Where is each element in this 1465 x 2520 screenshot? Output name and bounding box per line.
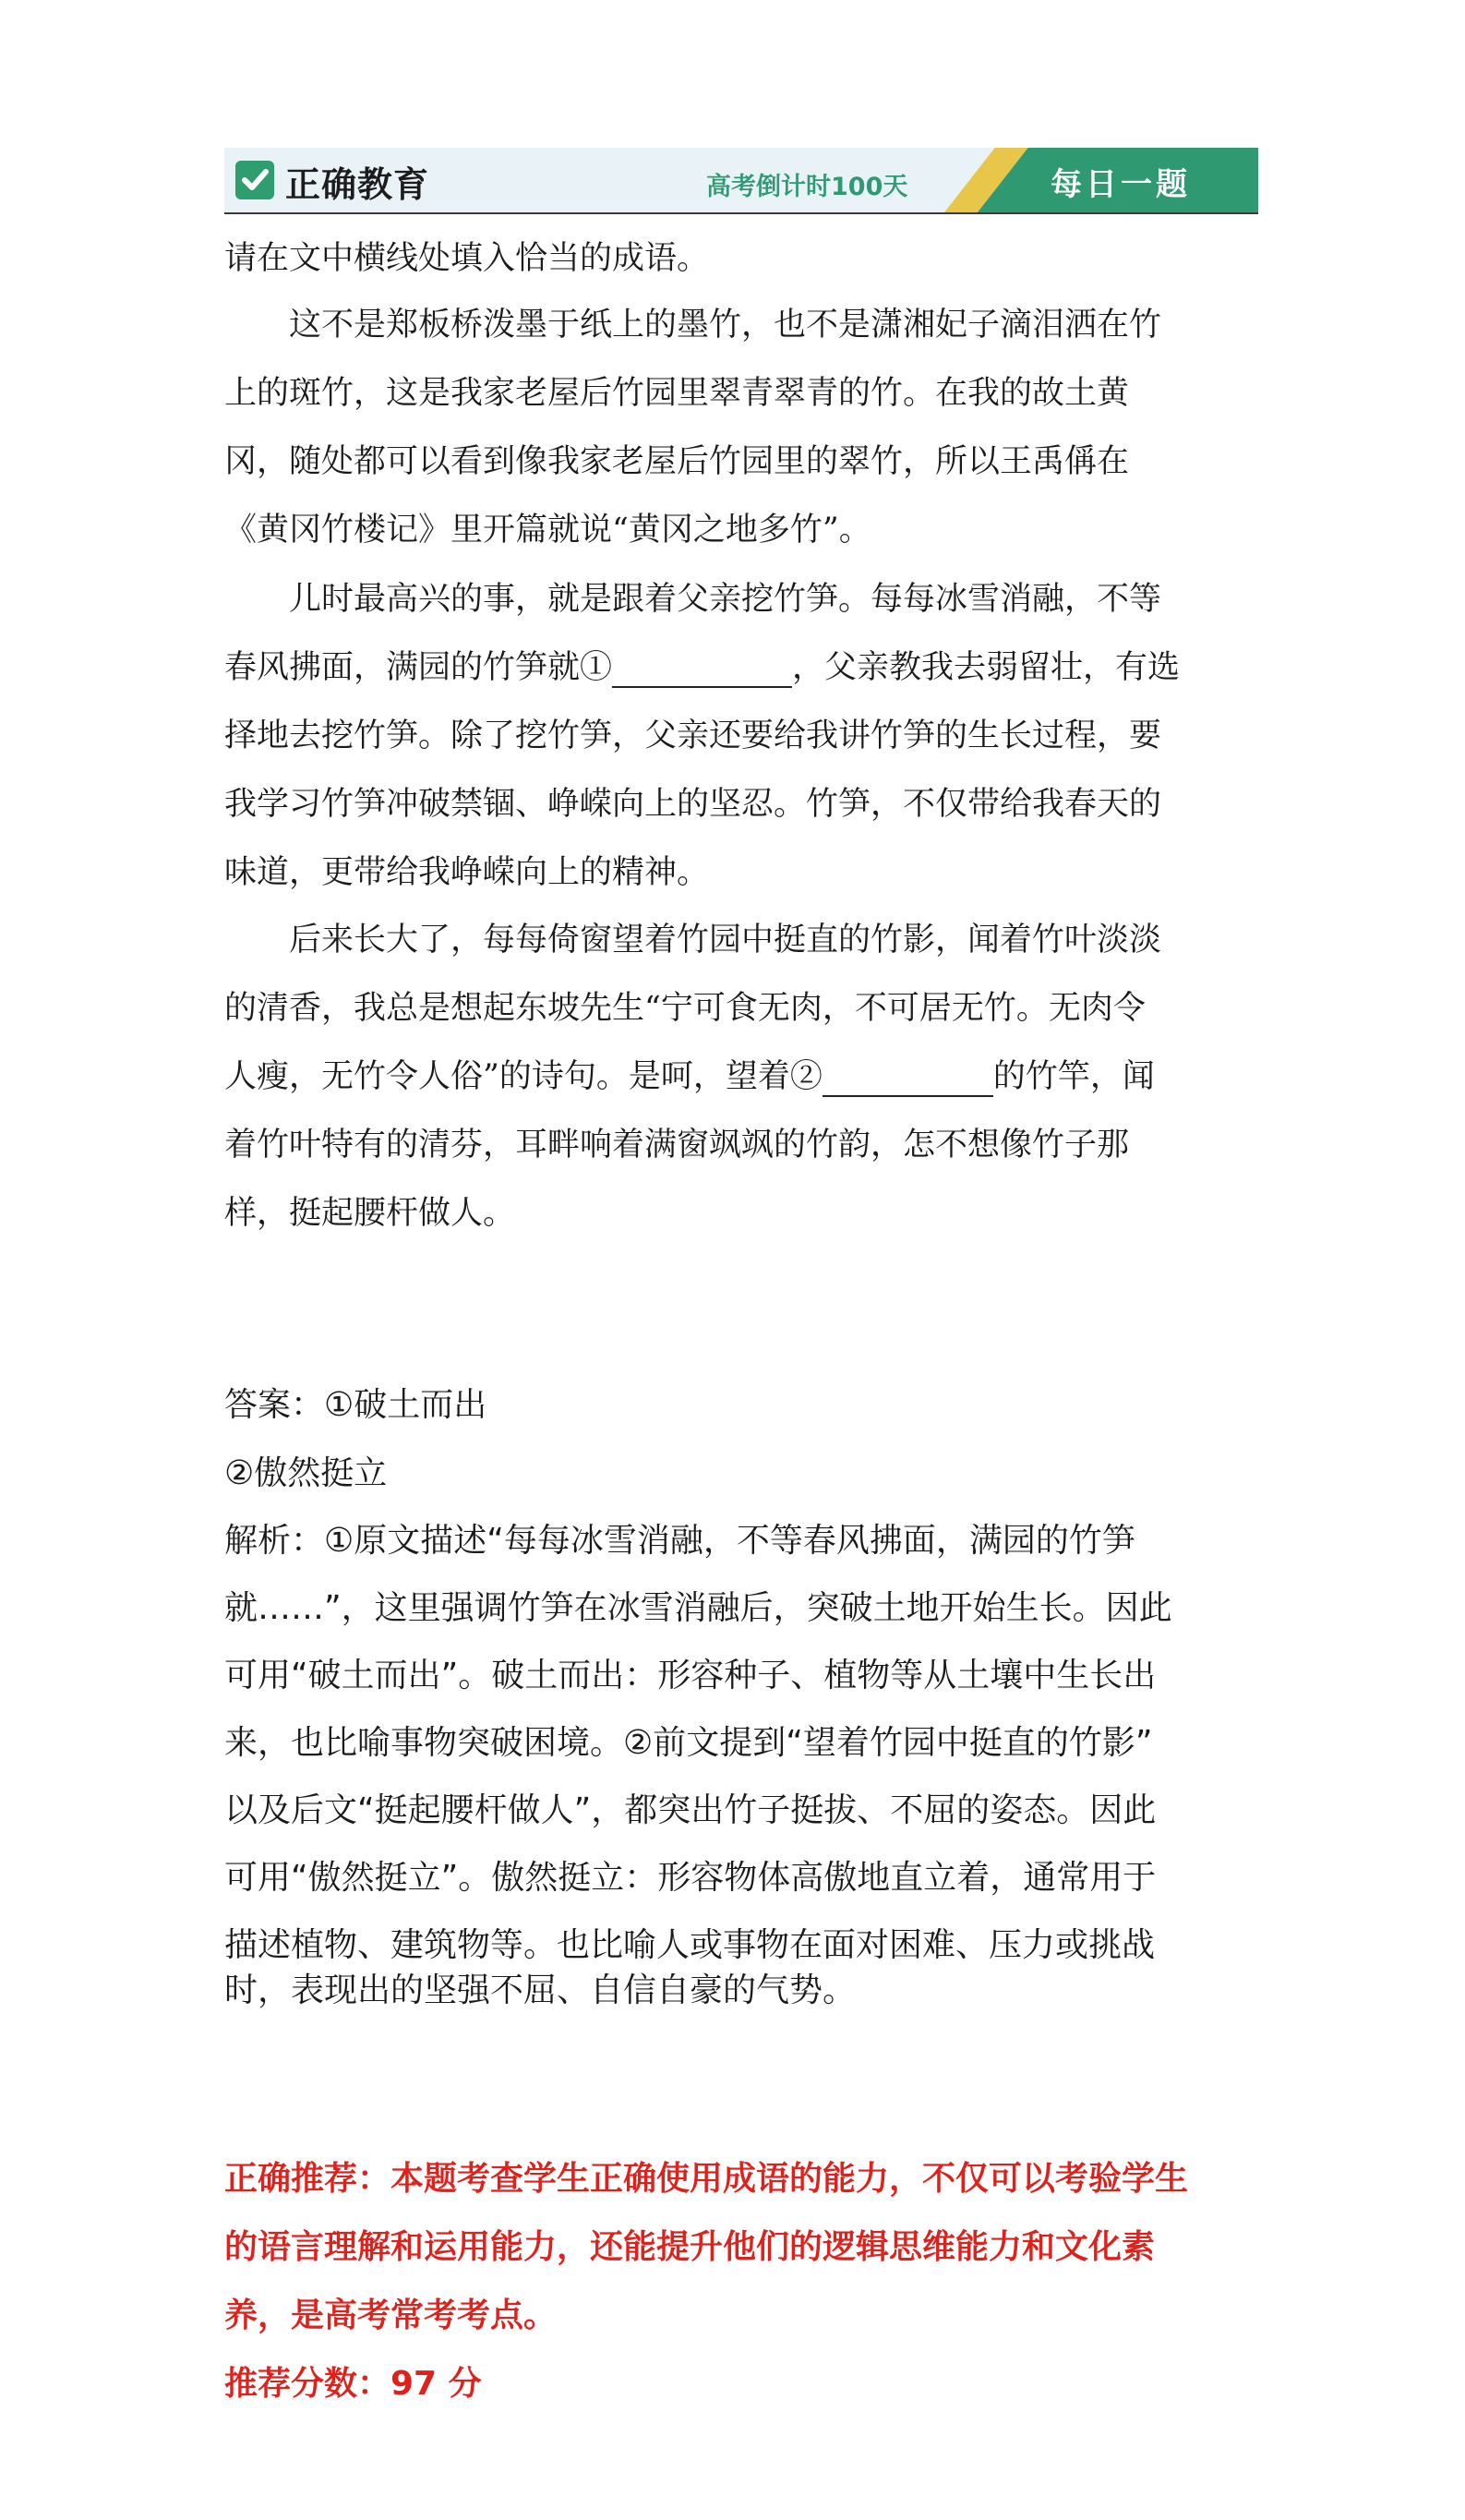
header-banner [224, 148, 1258, 214]
analysis-line: 时，表现出的坚强不屈、自信自豪的气势。 [224, 1971, 857, 2009]
passage-text: ，父亲教我去弱留壮，有选 [792, 649, 1181, 686]
answer-line-1 [224, 1385, 486, 1426]
analysis-line: 可用“傲然挺立”。傲然挺立：形容物体高傲地直立着，通常用于 [224, 1859, 1157, 1897]
passage-line: 我学习竹笋冲破禁锢、峥嵘向上的坚忍。竹笋，不仅带给我春天的 [224, 786, 1162, 823]
passage-line: 择地去挖竹笋。除了挖竹笋，父亲还要给我讲竹笋的生长过程，要 [224, 717, 1162, 754]
analysis-line: 就……”，这里强调竹笋在冰雪消融后，突破土地开始生长。因此 [224, 1589, 1172, 1627]
passage-line: 《黄冈竹楼记》里开篇就说“黄冈之地多竹”。 [224, 512, 871, 549]
analysis-line: 来，也比喻事物突破困境。②前文提到“望着竹园中挺直的竹影” [224, 1724, 1153, 1762]
answer-label: 答案： [224, 1386, 325, 1424]
daily-question-label: 每日一题 [1051, 166, 1191, 203]
analysis-line: 可用“破土而出”。破土而出：形容种子、植物等从土壤中生长出 [224, 1657, 1157, 1694]
recommendation-line: 养，是高考常考考点。 [224, 2297, 558, 2334]
passage-line: 的清香，我总是想起东坡先生“宁可食无肉，不可居无竹。无肉令 [224, 990, 1146, 1027]
passage-line: 后来长大了，每每倚窗望着竹园中挺直的竹影，闻着竹叶淡淡 [289, 922, 1162, 959]
answer-2: ②傲然挺立 [224, 1454, 388, 1492]
passage-line: 冈，随处都可以看到像我家老屋后竹园里的翠竹，所以王禹偁在 [224, 443, 1130, 480]
analysis-line: 描述植物、建筑物等。也比喻人或事物在面对困难、压力或挑战 [224, 1926, 1156, 1964]
recommendation-line: 正确推荐：本题考查学生正确使用成语的能力，不仅可以考验学生 [224, 2160, 1189, 2198]
recommendation-line: 的语言理解和运用能力，还能提升他们的逻辑思维能力和文化素 [224, 2228, 1156, 2266]
passage-line-blank-2 [224, 1056, 1155, 1097]
question-prompt: 请在文中横线处填入恰当的成语。 [224, 240, 710, 277]
passage-text: 春风拂面，满园的竹笋就① [224, 649, 613, 686]
exam-countdown: 高考倒计时100天 [706, 173, 908, 201]
passage-text: 人瘦，无竹令人俗”的诗句。是呵，望着② [224, 1058, 823, 1095]
checkmark-icon [235, 161, 274, 199]
passage-line: 上的斑竹，这是我家老屋后竹园里翠青翠青的竹。在我的故土黄 [224, 375, 1130, 412]
passage-line: 味道，更带给我峥嵘向上的精神。 [224, 854, 710, 891]
brand-name: 正确教育 [285, 164, 430, 205]
passage-line: 样，挺起腰杆做人。 [224, 1195, 516, 1232]
answer-blank-2[interactable] [823, 1064, 993, 1097]
passage-line: 着竹叶特有的清芬，耳畔响着满窗飒飒的竹韵，怎不想像竹子那 [224, 1127, 1130, 1164]
passage-line: 儿时最高兴的事，就是跟着父亲挖竹笋。每每冰雪消融，不等 [289, 581, 1162, 618]
passage-text: 的竹竿，闻 [992, 1058, 1155, 1095]
answer-1: ①破土而出 [324, 1386, 487, 1424]
recommendation-score: 推荐分数：97 分 [224, 2365, 482, 2403]
answer-blank-1[interactable] [612, 655, 792, 688]
analysis-line: 解析：①原文描述“每每冰雪消融，不等春风拂面，满园的竹笋 [224, 1522, 1135, 1560]
passage-line: 这不是郑板桥泼墨于纸上的墨竹，也不是潇湘妃子滴泪洒在竹 [289, 307, 1162, 344]
analysis-line: 以及后文“挺起腰杆做人”，都突出竹子挺拔、不屈的姿态。因此 [224, 1791, 1157, 1829]
passage-line-blank-1 [224, 647, 1180, 688]
